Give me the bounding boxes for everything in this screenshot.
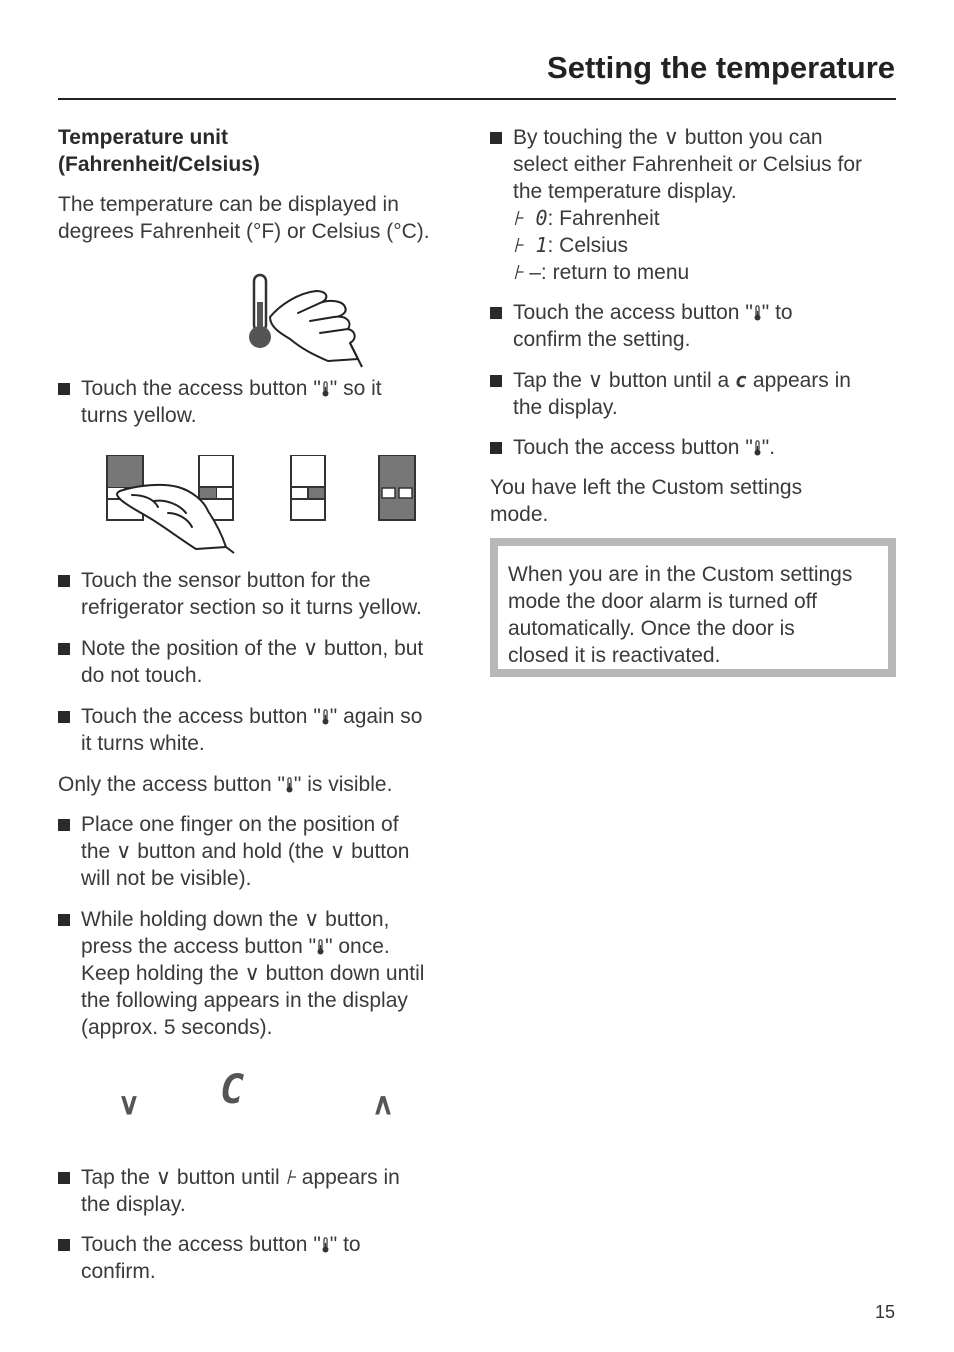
left-column [58,124,466,1285]
bullet-icon [58,643,70,655]
sensor-panel-sequence-icon [58,455,466,555]
step-place-finger: Place one finger on the position of the ∨ button and hold (the ∨ button will not be visible). [58,811,466,892]
lcd-symbol: c [735,368,748,392]
visible-note: Only the access button " " is visible. [58,773,393,796]
option-fahrenheit: ⊦ 0: Fahrenheit [513,206,660,230]
bullet-icon [490,132,502,144]
bullet-icon [58,711,70,723]
lcd-symbol: ⊦ [285,1165,296,1189]
figure-access-button-touch [58,257,466,377]
thermometer-icon [317,939,324,955]
bullet-icon [58,575,70,587]
step-exit: Touch the access button " ". [490,434,896,461]
section-heading: Temperature unit (Fahrenheit/Celsius) [58,126,260,176]
page-title: Setting the temperature [547,50,895,85]
step-tap-until-symbol: Tap the ∨ button until ⊦ appears in the display. [58,1164,466,1218]
thermometer-icon [754,440,761,456]
bullet-icon [58,819,70,831]
notice-box: When you are in the Custom settings mode the door alarm is turned off automatically. Once the door is closed it is reactivated. [490,538,896,677]
bullet-icon [490,307,502,319]
down-arrow-icon: ∨ [118,1088,140,1121]
bullet-icon [58,383,70,395]
step-confirm-setting: Touch the access button " " to confirm the setting. [490,299,896,353]
step-touch-sensor-button: Touch the sensor button for the refrigerator section so it turns yellow. [58,567,466,621]
title-rule [58,98,896,100]
up-arrow-icon: ∧ [372,1088,394,1121]
step-hold-down-button: While holding down the ∨ button, press the access button " " once. Keep holding the ∨ button down until the following appears in the display (approx. 5 seconds). [58,906,466,1041]
step-touch-access-button: Touch the access button " " so it turns yellow. [58,375,466,429]
bullet-icon [58,1239,70,1251]
bullet-icon [58,1172,70,1184]
intro-paragraph: The temperature can be displayed in degrees Fahrenheit (°F) or Celsius (°C). [58,193,430,243]
option-celsius: ⊦ 1: Celsius [513,233,629,257]
thermometer-icon [322,381,329,397]
bullet-icon [490,442,502,454]
thermometer-icon [754,305,761,321]
figure-sensor-sequence [58,455,466,555]
step-note-down-button: Note the position of the ∨ button, but do not touch. [58,635,466,689]
thermometer-icon [322,709,329,725]
step-select-unit: By touching the ∨ button you can select either Fahrenheit or Celsius for the temperature display. ⊦ 0: Fahrenheit ⊦ 1: Celsius ⊦ –: return to menu [490,124,896,286]
thermometer-icon [286,777,293,793]
bullet-icon [58,914,70,926]
bullet-icon [490,375,502,387]
option-return: ⊦ –: return to menu [513,260,690,284]
result-paragraph: You have left the Custom settings mode. [490,476,803,526]
step-touch-access-again: Touch the access button " " again so it turns white. [58,703,466,757]
display-mode-symbol: C [220,1067,245,1113]
step-tap-until-c: Tap the ∨ button until a c appears in the display. [490,367,896,421]
hand-touching-thermometer-icon [58,257,466,377]
right-column [490,124,896,528]
step-confirm: Touch the access button " " to confirm. [58,1231,466,1285]
display-figure [58,1061,466,1149]
thermometer-icon [322,1237,329,1253]
page-number: 15 [874,1302,895,1322]
